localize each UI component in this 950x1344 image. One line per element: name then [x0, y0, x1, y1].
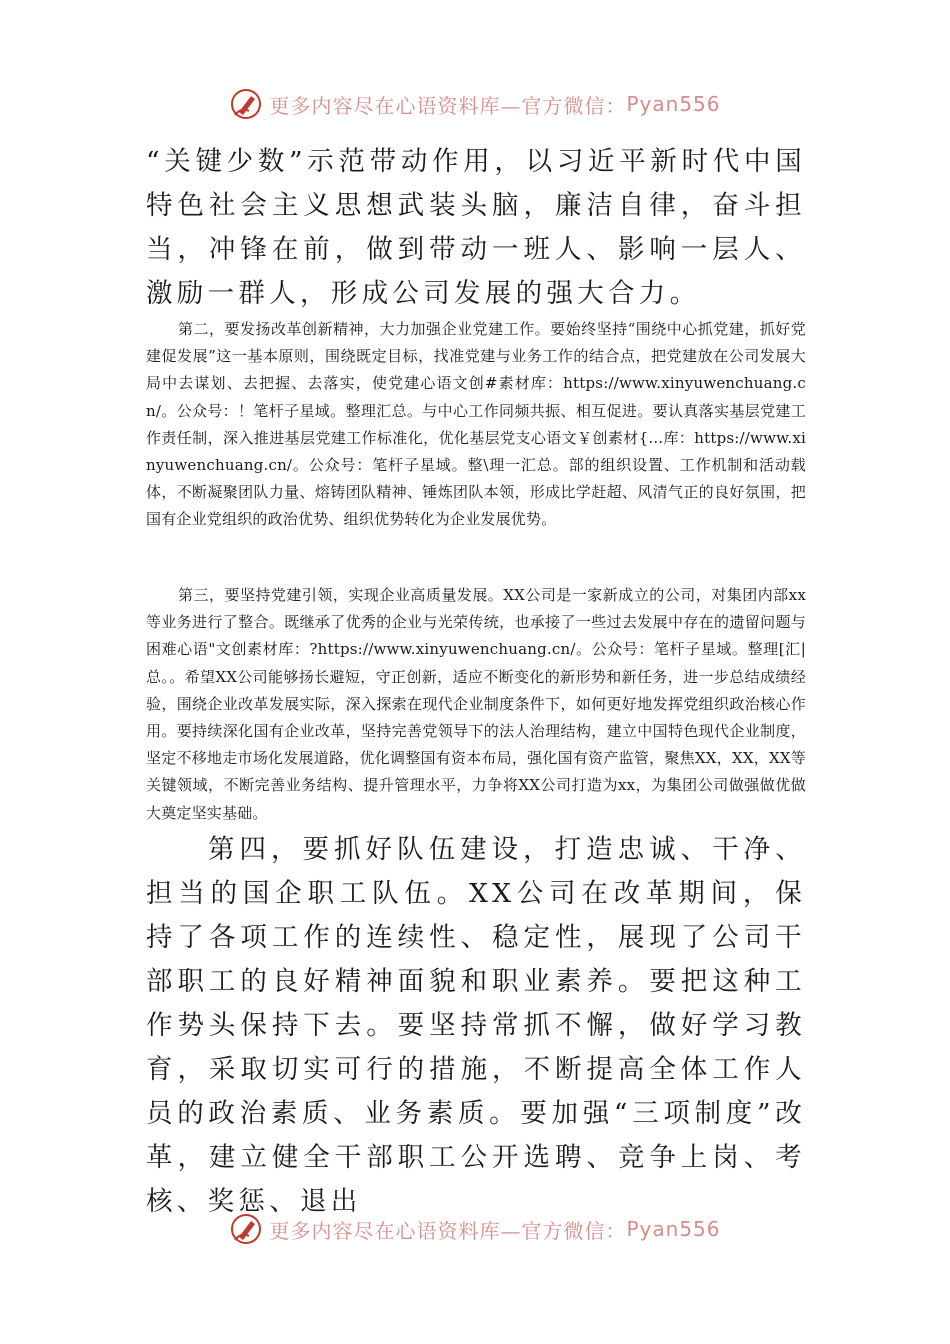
footer-banner-text: 更多内容尽在心语资料库—官方微信：: [269, 1218, 627, 1243]
pen-nib-logo-icon: [229, 87, 263, 121]
header-banner: [0, 84, 950, 124]
paragraph-second: 第二，要发扬改革创新精神，大力加强企业党建工作。要始终坚持“围绕中心抓党建，抓好党建促发展”这一基本原则，围绕既定目标，找准党建与业务工作的结合点，把党建放在公司发展大局中去谋划、去把握、去落实，使党建心语文创#素材库：https://www.xinyuwenchuang.cn/。公众号：！笔杆子星域。整理汇总。与中心工作同频共振、相互促进。要认真落实基层党建工作责任制，深入推进基层党建工作标准化，优化基层党支心语文￥创素材{...库：https://www.xinyuwenchuang.cn/。公众号：笔杆子星域。整\理一汇总。部的组织设置、工作机制和活动载体，不断凝聚团队力量、熔铸团队精神、锤炼团队本领，形成比学赶超、风清气正的良好氛围，把国有企业党组织的政治优势、组织优势转化为企业发展优势。: [146, 320, 806, 529]
header-banner-handle: Pyan556: [626, 92, 721, 116]
footer-banner: [0, 1209, 950, 1249]
paragraph-third: 第三，要坚持党建引领，实现企业高质量发展。XX公司是一家新成立的公司，对集团内部xx等业务进行了整合。既继承了优秀的企业与光荣传统，也承接了一些过去发展中存在的遗留问题与困难心语"文创素材库：?https://www.xinyuwenchuang.cn/。公众号：笔杆子星域。整理[汇|总。。希望XX公司能够扬长避短，守正创新，适应不断变化的新形势和新任务，进一步总结成绩经验，围绕企业改革发展实际，深入探索在现代企业制度条件下，如何更好地发挥党组织政治核心作用。要持续深化国有企业改革，坚持完善党领导下的法人治理结构，建立中国特色现代企业制度，坚定不移地走市场化发展道路，优化调整国有资本布局，强化国有资产监管，聚焦XX，XX，XX等关键领域，不断完善业务结构、提升管理水平，力争将XX公司打造为xx，为集团公司做强做优做大奠定坚实基础。: [146, 586, 806, 822]
pen-nib-logo-icon: [229, 1212, 263, 1246]
paragraph-first: “关键少数”示范带动作用，以习近平新时代中国特色社会主义思想武装头脑，廉洁自律，奋斗担当，冲锋在前，做到带动一班人、影响一层人、激励一群人，形成公司发展的强大合力。: [146, 146, 806, 309]
footer-banner-handle: Pyan556: [626, 1217, 721, 1241]
paragraph-fourth: 第四，要抓好队伍建设，打造忠诚、干净、担当的国企职工队伍。XX公司在改革期间，保持了各项工作的连续性、稳定性，展现了公司干部职工的良好精神面貌和职业素养。要把这种工作势头保持下去。要坚持常抓不懈，做好学习教育，采取切实可行的措施，不断提高全体工作人员的政治素质、业务素质。要加强“三项制度”改革，建立健全干部职工公开选聘、竞争上岗、考核、奖惩、退出: [146, 834, 806, 1217]
header-banner-text: 更多内容尽在心语资料库—官方微信：: [269, 93, 627, 118]
